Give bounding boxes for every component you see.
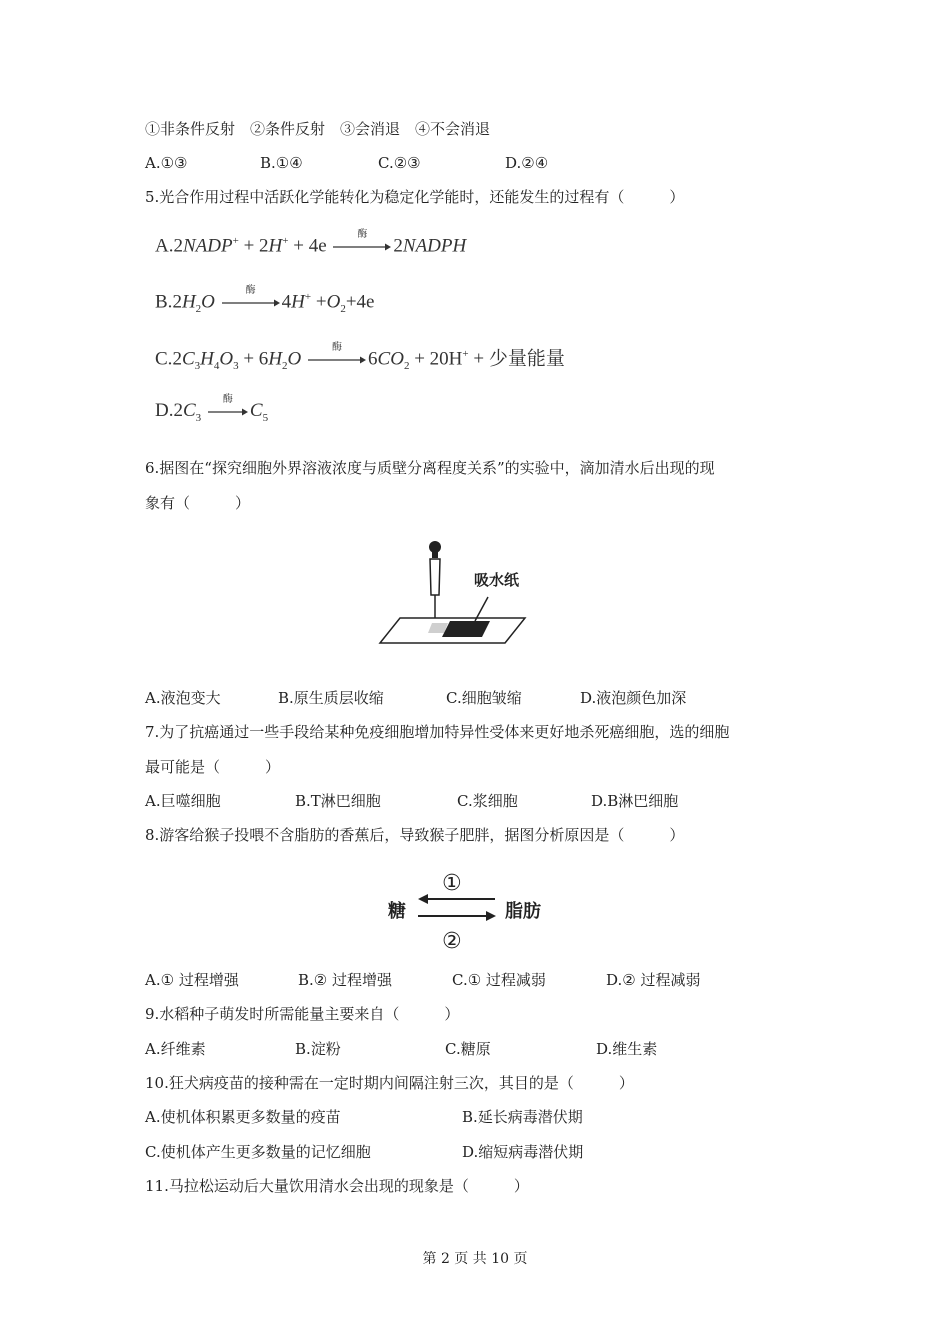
q6-stem-line2: 象有（ ） xyxy=(145,494,251,512)
slide-dropper-figure xyxy=(370,533,535,648)
q5-equation-b: $B.2H_2O$ 酶 $4H^+ +O_2+4e$ xyxy=(155,284,375,316)
q4-statements: ①非条件反射 ②条件反射 ③会消退 ④不会消退 xyxy=(145,120,491,138)
q9-option-a: A.纤维素 xyxy=(145,1040,206,1058)
q9-option-d: D.维生素 xyxy=(596,1040,658,1058)
q5-equation-a: A.2NADP+ + 2H+ + 4e 酶 2NADPH xyxy=(155,228,466,260)
process-1-arrowhead xyxy=(418,894,428,904)
enzyme-arrow: 酶 xyxy=(333,234,391,260)
page-number: 第 2 页 共 10 页 xyxy=(422,1251,528,1267)
q10-option-c: C.使机体产生更多数量的记忆细胞 xyxy=(145,1143,371,1161)
q10-option-d: D.缩短病毒潜伏期 xyxy=(462,1143,584,1161)
sugar-fat-conversion-figure xyxy=(380,866,570,956)
dropper-neck xyxy=(432,552,438,558)
q7-option-b: B.T淋巴细胞 xyxy=(295,792,381,810)
q4-option-c: C.②③ xyxy=(378,154,421,172)
q7-option-c: C.浆细胞 xyxy=(457,792,518,810)
absorbent-paper xyxy=(442,621,490,637)
process-2-arrowhead xyxy=(486,911,496,921)
q6-stem-line1: 6.据图在“探究细胞外界溶液浓度与质壁分离程度关系”的实验中，滴加清水后出现的现 xyxy=(145,459,715,477)
q7-stem-line1: 7.为了抗癌通过一些手段给某种免疫细胞增加特异性受体来更好地杀死癌细胞，选的细胞 xyxy=(145,723,730,741)
q4-option-a: A.①③ xyxy=(145,154,188,172)
absorbent-paper-label: 吸水纸 xyxy=(474,571,520,589)
q10-option-b: B.延长病毒潜伏期 xyxy=(462,1108,583,1126)
q9-stem: 9.水稻种子萌发时所需能量主要来自（ ） xyxy=(145,1005,460,1023)
enzyme-arrow: 酶 xyxy=(222,290,280,316)
q4-option-b: B.①④ xyxy=(260,154,303,172)
q6-option-d: D.液泡颜色加深 xyxy=(580,689,687,707)
q5-equation-c: $C.2C_3H_4O_3 + 6H_2O$ 酶 $6CO_2 + 20H^+$ + 少量能量 xyxy=(155,341,565,373)
q5-stem: 5.光合作用过程中活跃化学能转化为稳定化学能时，还能发生的过程有（ ） xyxy=(145,188,685,206)
process-1-label: ① xyxy=(442,871,462,896)
q9-option-b: B.淀粉 xyxy=(295,1040,341,1058)
q8-option-b: B.② 过程增强 xyxy=(298,971,393,989)
fat-label: 脂肪 xyxy=(505,901,541,922)
enzyme-arrow: 酶 xyxy=(308,347,366,373)
q8-option-a: A.① 过程增强 xyxy=(145,971,239,989)
q10-option-a: A.使机体积累更多数量的疫苗 xyxy=(145,1108,341,1126)
q8-option-d: D.② 过程减弱 xyxy=(606,971,701,989)
q9-option-c: C.糖原 xyxy=(445,1040,491,1058)
q6-option-b: B.原生质层收缩 xyxy=(278,689,384,707)
process-2-label: ② xyxy=(442,929,462,954)
q6-option-c: C.细胞皱缩 xyxy=(446,689,522,707)
q7-stem-line2: 最可能是（ ） xyxy=(145,758,281,776)
q4-option-d: D.②④ xyxy=(505,154,549,172)
q10-stem: 10.狂犬病疫苗的接种需在一定时期内间隔注射三次，其目的是（ ） xyxy=(145,1074,634,1092)
q7-option-a: A.巨噬细胞 xyxy=(145,792,221,810)
enzyme-arrow: 酶 xyxy=(208,399,248,425)
dropper-tube xyxy=(430,559,440,595)
q11-stem: 11.马拉松运动后大量饮用清水会出现的现象是（ ） xyxy=(145,1177,529,1195)
q8-option-c: C.① 过程减弱 xyxy=(452,971,546,989)
q8-stem: 8.游客给猴子投喂不含脂肪的香蕉后，导致猴子肥胖，据图分析原因是（ ） xyxy=(145,826,685,844)
q6-option-a: A.液泡变大 xyxy=(145,689,221,707)
sugar-label: 糖 xyxy=(388,901,406,922)
q5-equation-d: $D.2C_3$ 酶 $C_5$ xyxy=(155,393,269,424)
q7-option-d: D.B淋巴细胞 xyxy=(591,792,679,810)
dropper-bulb xyxy=(429,541,441,553)
